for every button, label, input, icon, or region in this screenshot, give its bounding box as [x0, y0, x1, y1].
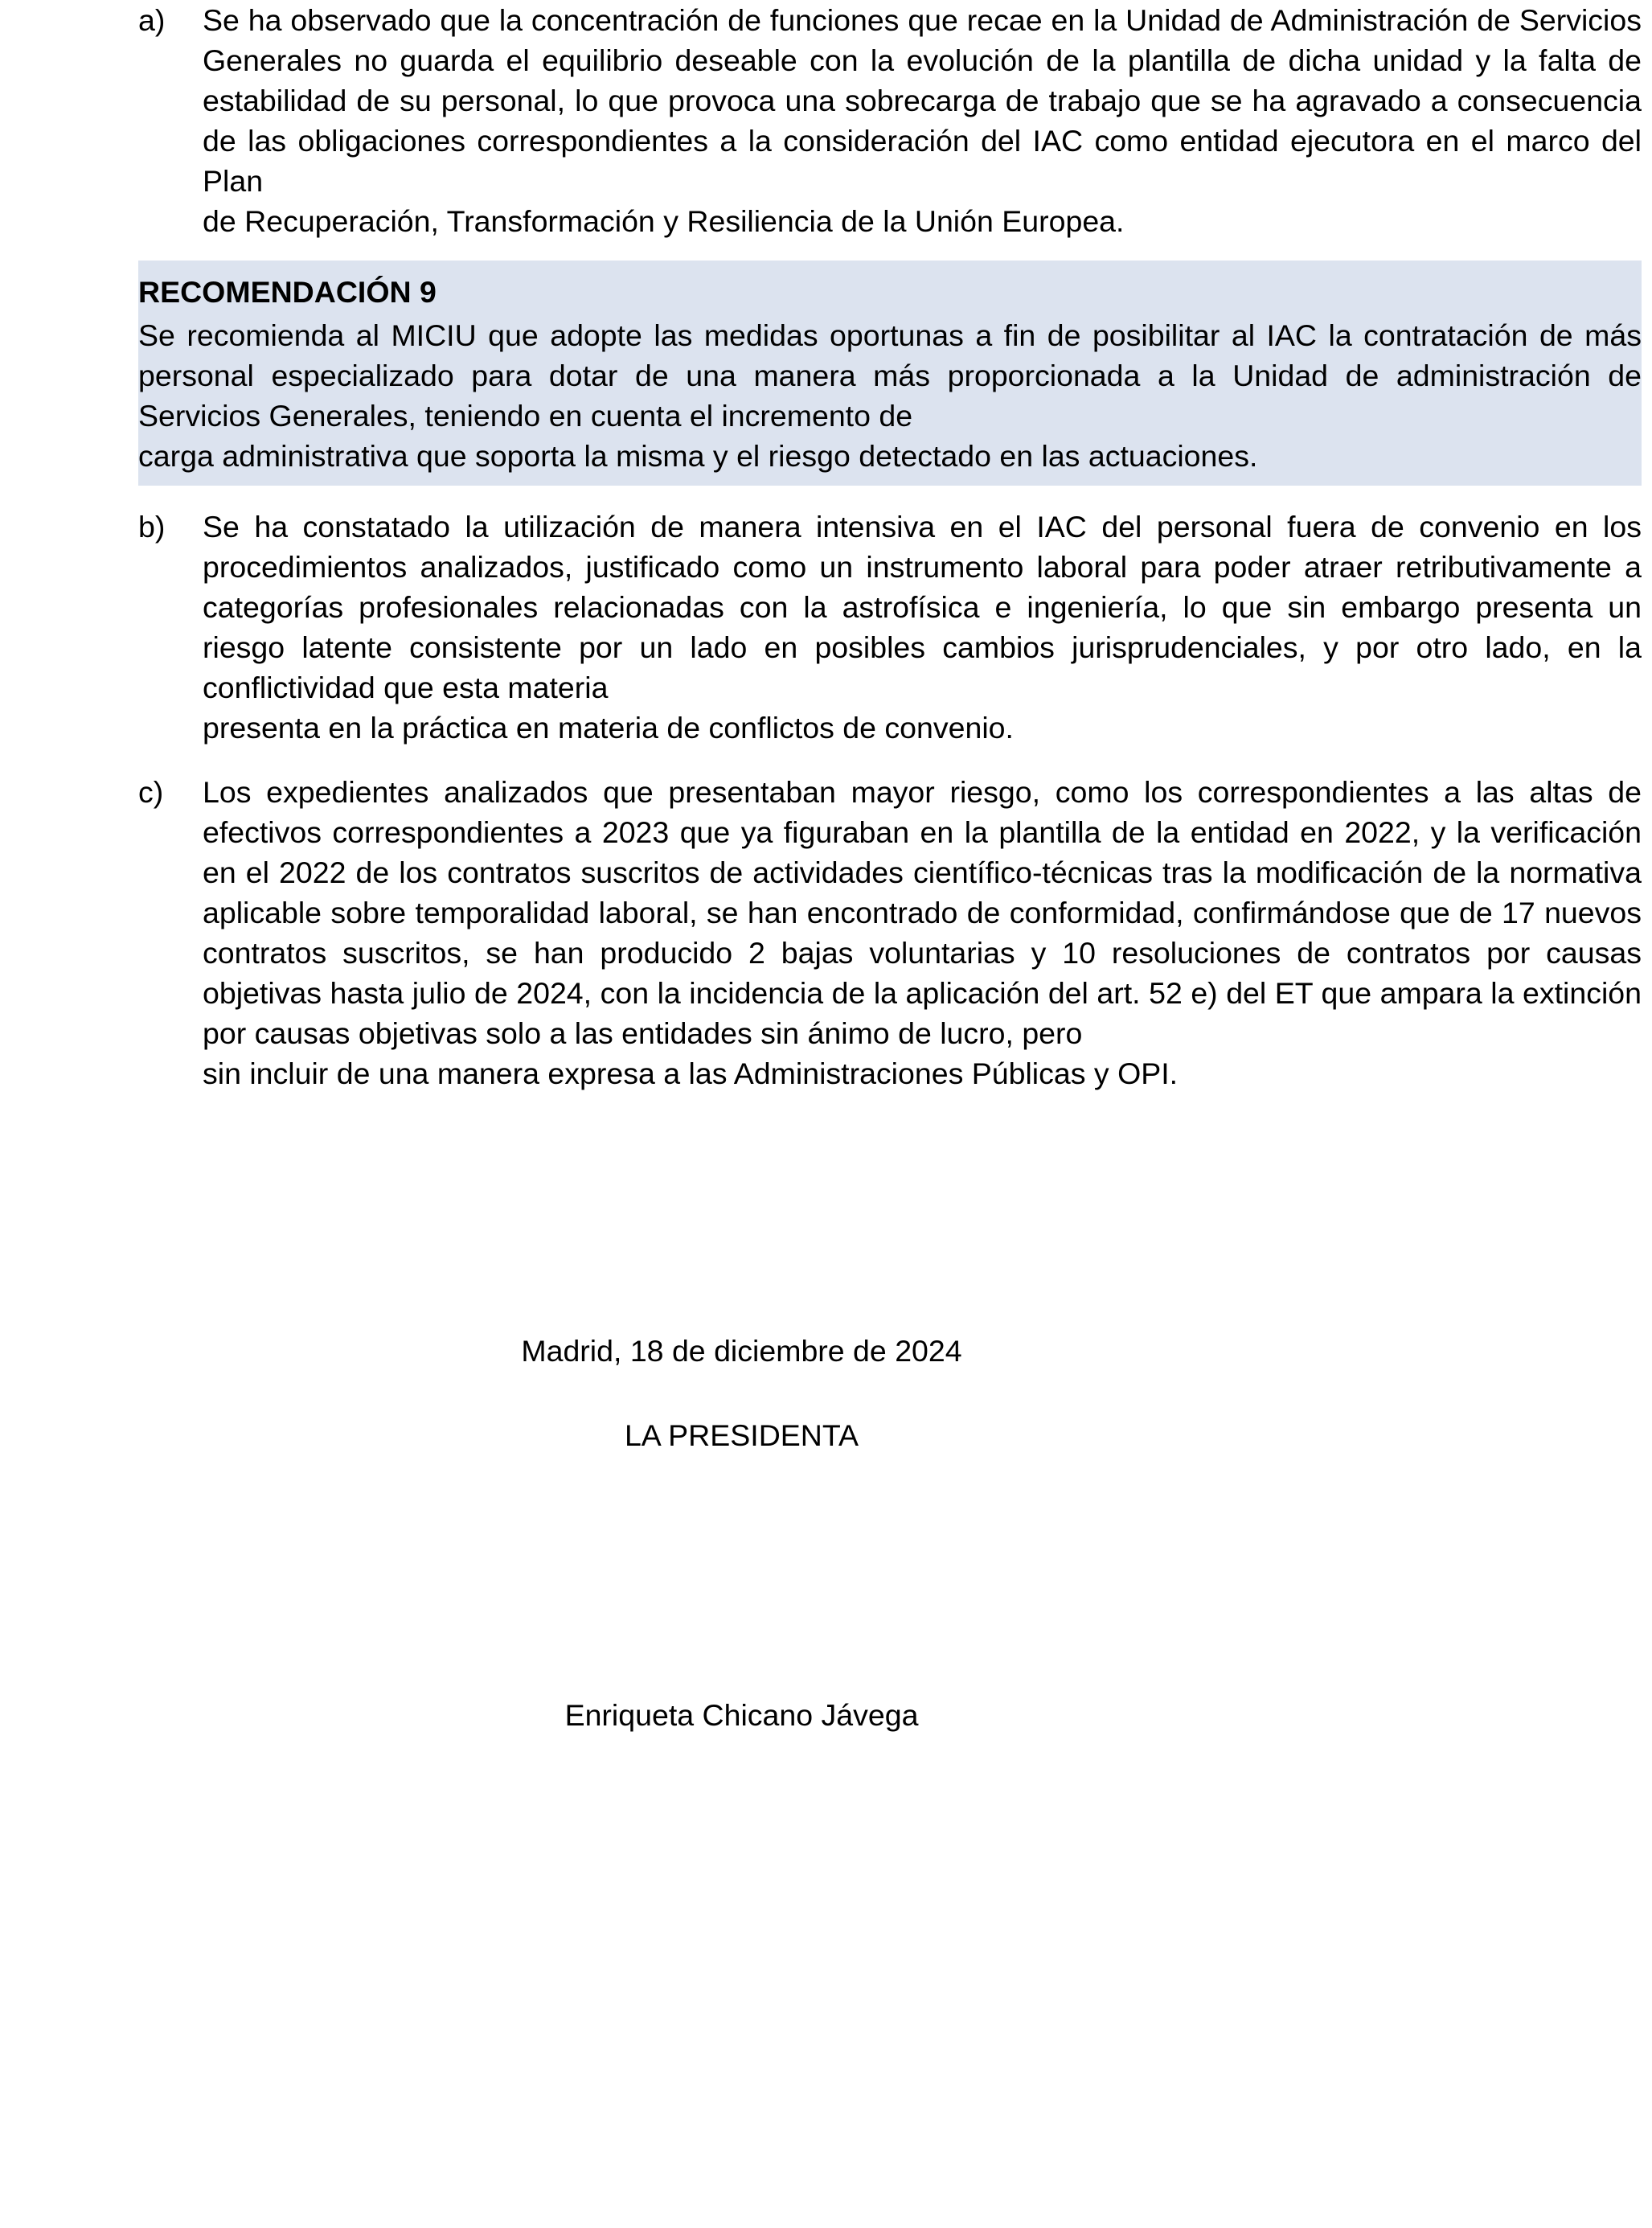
- closing-date-text: Madrid, 18 de diciembre de 2024: [521, 1334, 962, 1368]
- signatory-name-text: Enriqueta Chicano Jávega: [564, 1698, 919, 1732]
- document-content: [138, 0, 1642, 1093]
- list-item: [138, 772, 1642, 1093]
- list-item-lastline-b: presenta en la práctica en materia de conflictos de convenio.: [203, 711, 1014, 745]
- spacer-a-to-recommendation: [138, 241, 1642, 261]
- list-item-body-a: [203, 0, 1642, 241]
- spacer-b-to-c: [138, 748, 1642, 772]
- list-item-text-a: Se ha observado que la concentración de funciones que recae en la Unidad de Administración de Servicios Generales no guarda el equilibrio deseable con la evolución de la plantilla de dicha unidad y la falta de estabilidad de su personal, lo que provoca una sobrecarga de trabajo que se ha agravado a consecuencia de las obligaciones correspondientes a la consideración del IAC como entidad ejecutora en el marco del Plan: [203, 3, 1642, 198]
- recommendation-title: RECOMENDACIÓN 9: [138, 275, 437, 309]
- list-item-body-b: [203, 507, 1642, 748]
- recommendation-text: Se recomienda al MICIU que adopte las medidas oportunas a fin de posibilitar al IAC la contratación de más personal especializado para dotar de una manera más proporcionada a la Unidad de administración de Servicios Generales, teniendo en cuenta el incremento de: [138, 318, 1642, 433]
- closing-role-text: LA PRESIDENTA: [624, 1418, 859, 1452]
- signatory-name: [0, 1695, 1652, 1735]
- list-item: [138, 507, 1642, 748]
- list-item-marker-c: c): [138, 775, 164, 809]
- list-item-text-c: Los expedientes analizados que presentaban mayor riesgo, como los correspondientes a las altas de efectivos correspondientes a 2023 que ya figuraban en la plantilla de la entidad en 2022, y la verificación en el 2022 de los contratos suscritos de actividades científico-técnicas tras la modificación de la normativa aplicable sobre temporalidad laboral, se han encontrado de conformidad, confirmándose que de 17 nuevos contratos suscritos, se han producido 2 bajas voluntarias y 10 resoluciones de contratos por causas objetivas hasta julio de 2024, con la incidencia de la aplicación del art. 52 e) del ET que ampara la extinción por causas objetivas solo a las entidades sin ánimo de lucro, pero: [203, 775, 1642, 1050]
- recommendation-body: [138, 315, 1642, 476]
- list-item: [138, 0, 1642, 241]
- list-item-marker-a: a): [138, 3, 166, 37]
- list-item-lastline-a: de Recuperación, Transformación y Resiliencia de la Unión Europea.: [203, 204, 1125, 238]
- list-item-lastline-c: sin incluir de una manera expresa a las Administraciones Públicas y OPI.: [203, 1057, 1179, 1090]
- list-item-marker-b: b): [138, 510, 166, 544]
- list-item-body-c: [203, 772, 1642, 1093]
- recommendation-lastline: carga administrativa que soporta la misma y el riesgo detectado en las actuaciones.: [138, 439, 1258, 473]
- closing-date: [0, 1331, 1652, 1371]
- list-item-text-b: Se ha constatado la utilización de manera intensiva en el IAC del personal fuera de convenio en los procedimientos analizados, justificado como un instrumento laboral para poder atraer retributivamente a categorías profesionales relacionadas con la astrofísica e ingeniería, lo que sin embargo presenta un riesgo latente consistente por un lado en posibles cambios jurisprudenciales, y por otro lado, en la conflictividad que esta materia: [203, 510, 1642, 704]
- spacer-recommendation-to-b: [138, 486, 1642, 507]
- recommendation-block: [138, 261, 1642, 486]
- closing-role: [0, 1415, 1652, 1455]
